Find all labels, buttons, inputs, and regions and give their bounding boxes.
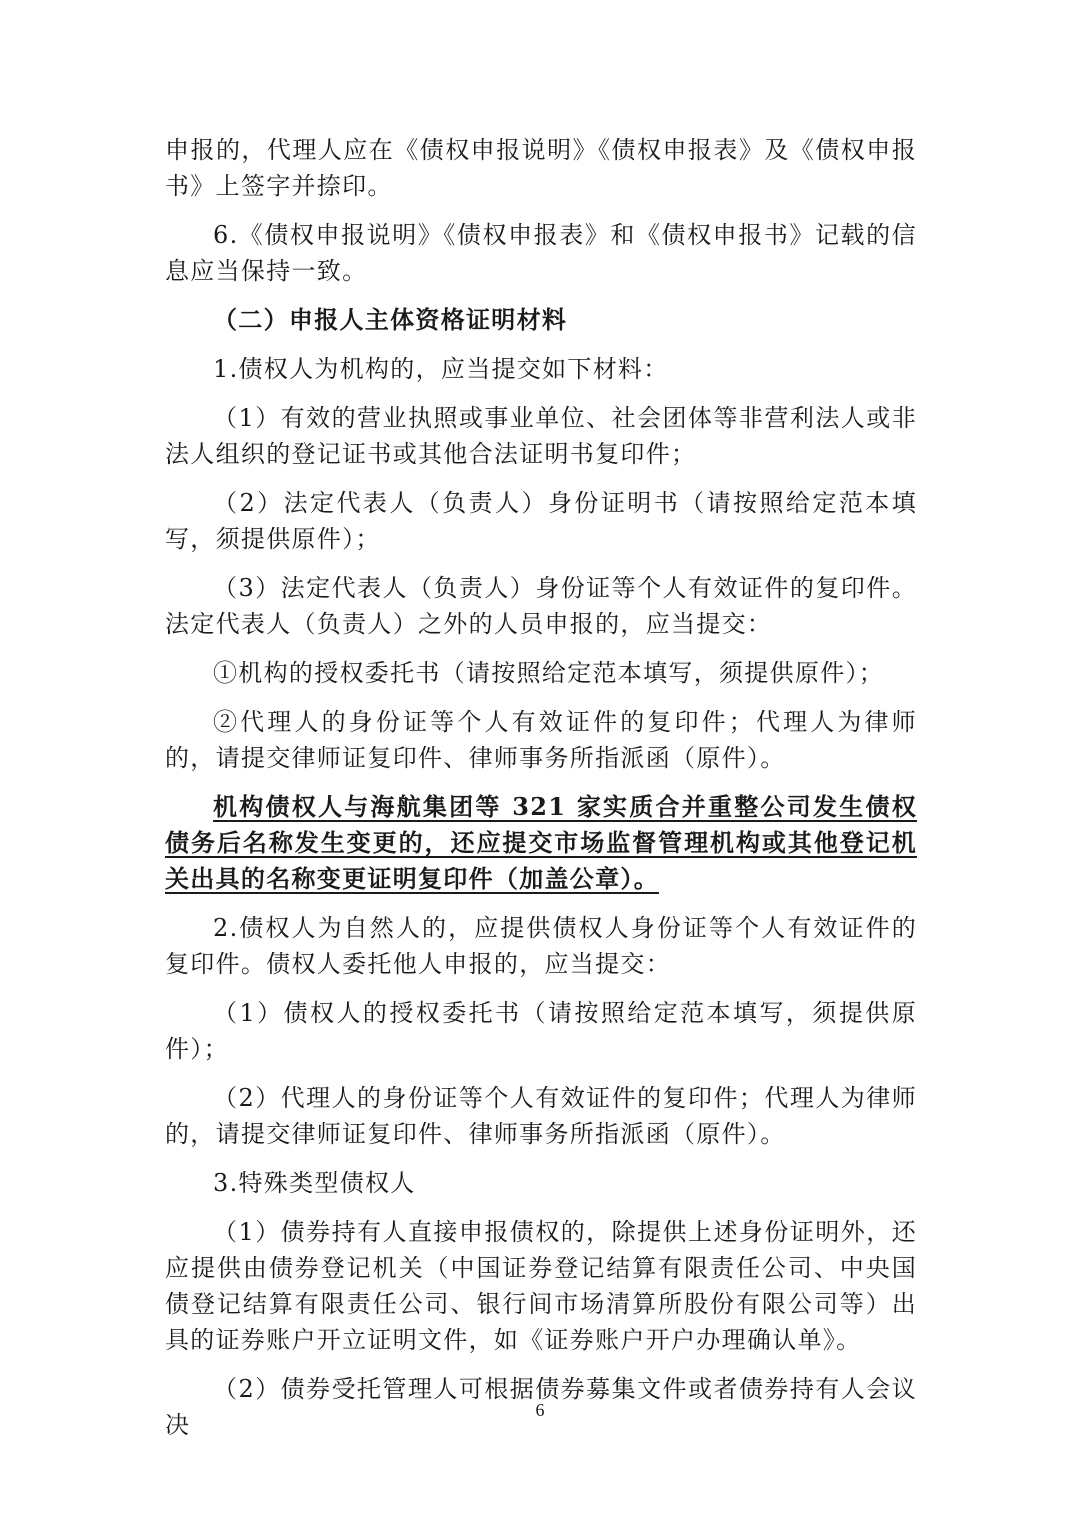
section-heading: （二）申报人主体资格证明材料 <box>213 305 568 334</box>
paragraph-special-types: 3.特殊类型债权人 <box>213 1169 416 1197</box>
paragraph-institution-intro: 1.债权人为机构的，应当提交如下材料： <box>213 355 669 383</box>
emphasis-underlined-text: 机构债权人与海航集团等 321 家实质合并重整公司发生债权债务后名称发生变更的，还应提交市场监督管理机构或其他登记机关出具的名称变更证明复印件（加盖公章）。 <box>165 792 917 893</box>
body-text <box>165 132 917 1456</box>
paragraph-special-2: （2）债券受托管理人可根据债券募集文件或者债券持有人会议决 <box>165 1375 917 1439</box>
paragraph-natural-person-2: （2）代理人的身份证等个人有效证件的复印件；代理人为律师的，请提交律师证复印件、律师事务所指派函（原件）。 <box>165 1084 917 1148</box>
paragraph-institution-2: （2）法定代表人（负责人）身份证明书（请按照给定范本填写，须提供原件）； <box>165 489 917 553</box>
paragraph-special-1: （1）债券持有人直接申报债权的，除提供上述身份证明外，还应提供由债券登记机关（中国证券登记结算有限责任公司、中央国债登记结算有限责任公司、银行间市场清算所股份有限公司等）出具的证券账户开立证明文件，如《证券账户开户办理确认单》。 <box>165 1218 917 1354</box>
page-number: 6 <box>535 1400 545 1420</box>
paragraph-natural-person: 2.债权人为自然人的，应提供债权人身份证等个人有效证件的复印件。债权人委托他人申报的，应当提交： <box>165 914 917 978</box>
paragraph-item-6: 6.《债权申报说明》《债权申报表》和《债权申报书》记载的信息应当保持一致。 <box>165 221 917 285</box>
paragraph-natural-person-1: （1）债权人的授权委托书（请按照给定范本填写，须提供原件）； <box>165 999 917 1063</box>
paragraph-circled-1: ①机构的授权委托书（请按照给定范本填写，须提供原件）； <box>213 659 885 687</box>
paragraph-continuation: 申报的，代理人应在《债权申报说明》《债权申报表》及《债权申报书》上签字并捺印。 <box>165 136 917 200</box>
paragraph-circled-2: ②代理人的身份证等个人有效证件的复印件；代理人为律师的，请提交律师证复印件、律师事务所指派函（原件）。 <box>165 708 917 772</box>
paragraph-institution-1: （1）有效的营业执照或事业单位、社会团体等非营利法人或非法人组织的登记证书或其他合法证明书复印件； <box>165 404 917 468</box>
paragraph-institution-3: （3）法定代表人（负责人）身份证等个人有效证件的复印件。法定代表人（负责人）之外的人员申报的，应当提交： <box>165 574 917 638</box>
paragraph-emphasis <box>165 789 917 897</box>
